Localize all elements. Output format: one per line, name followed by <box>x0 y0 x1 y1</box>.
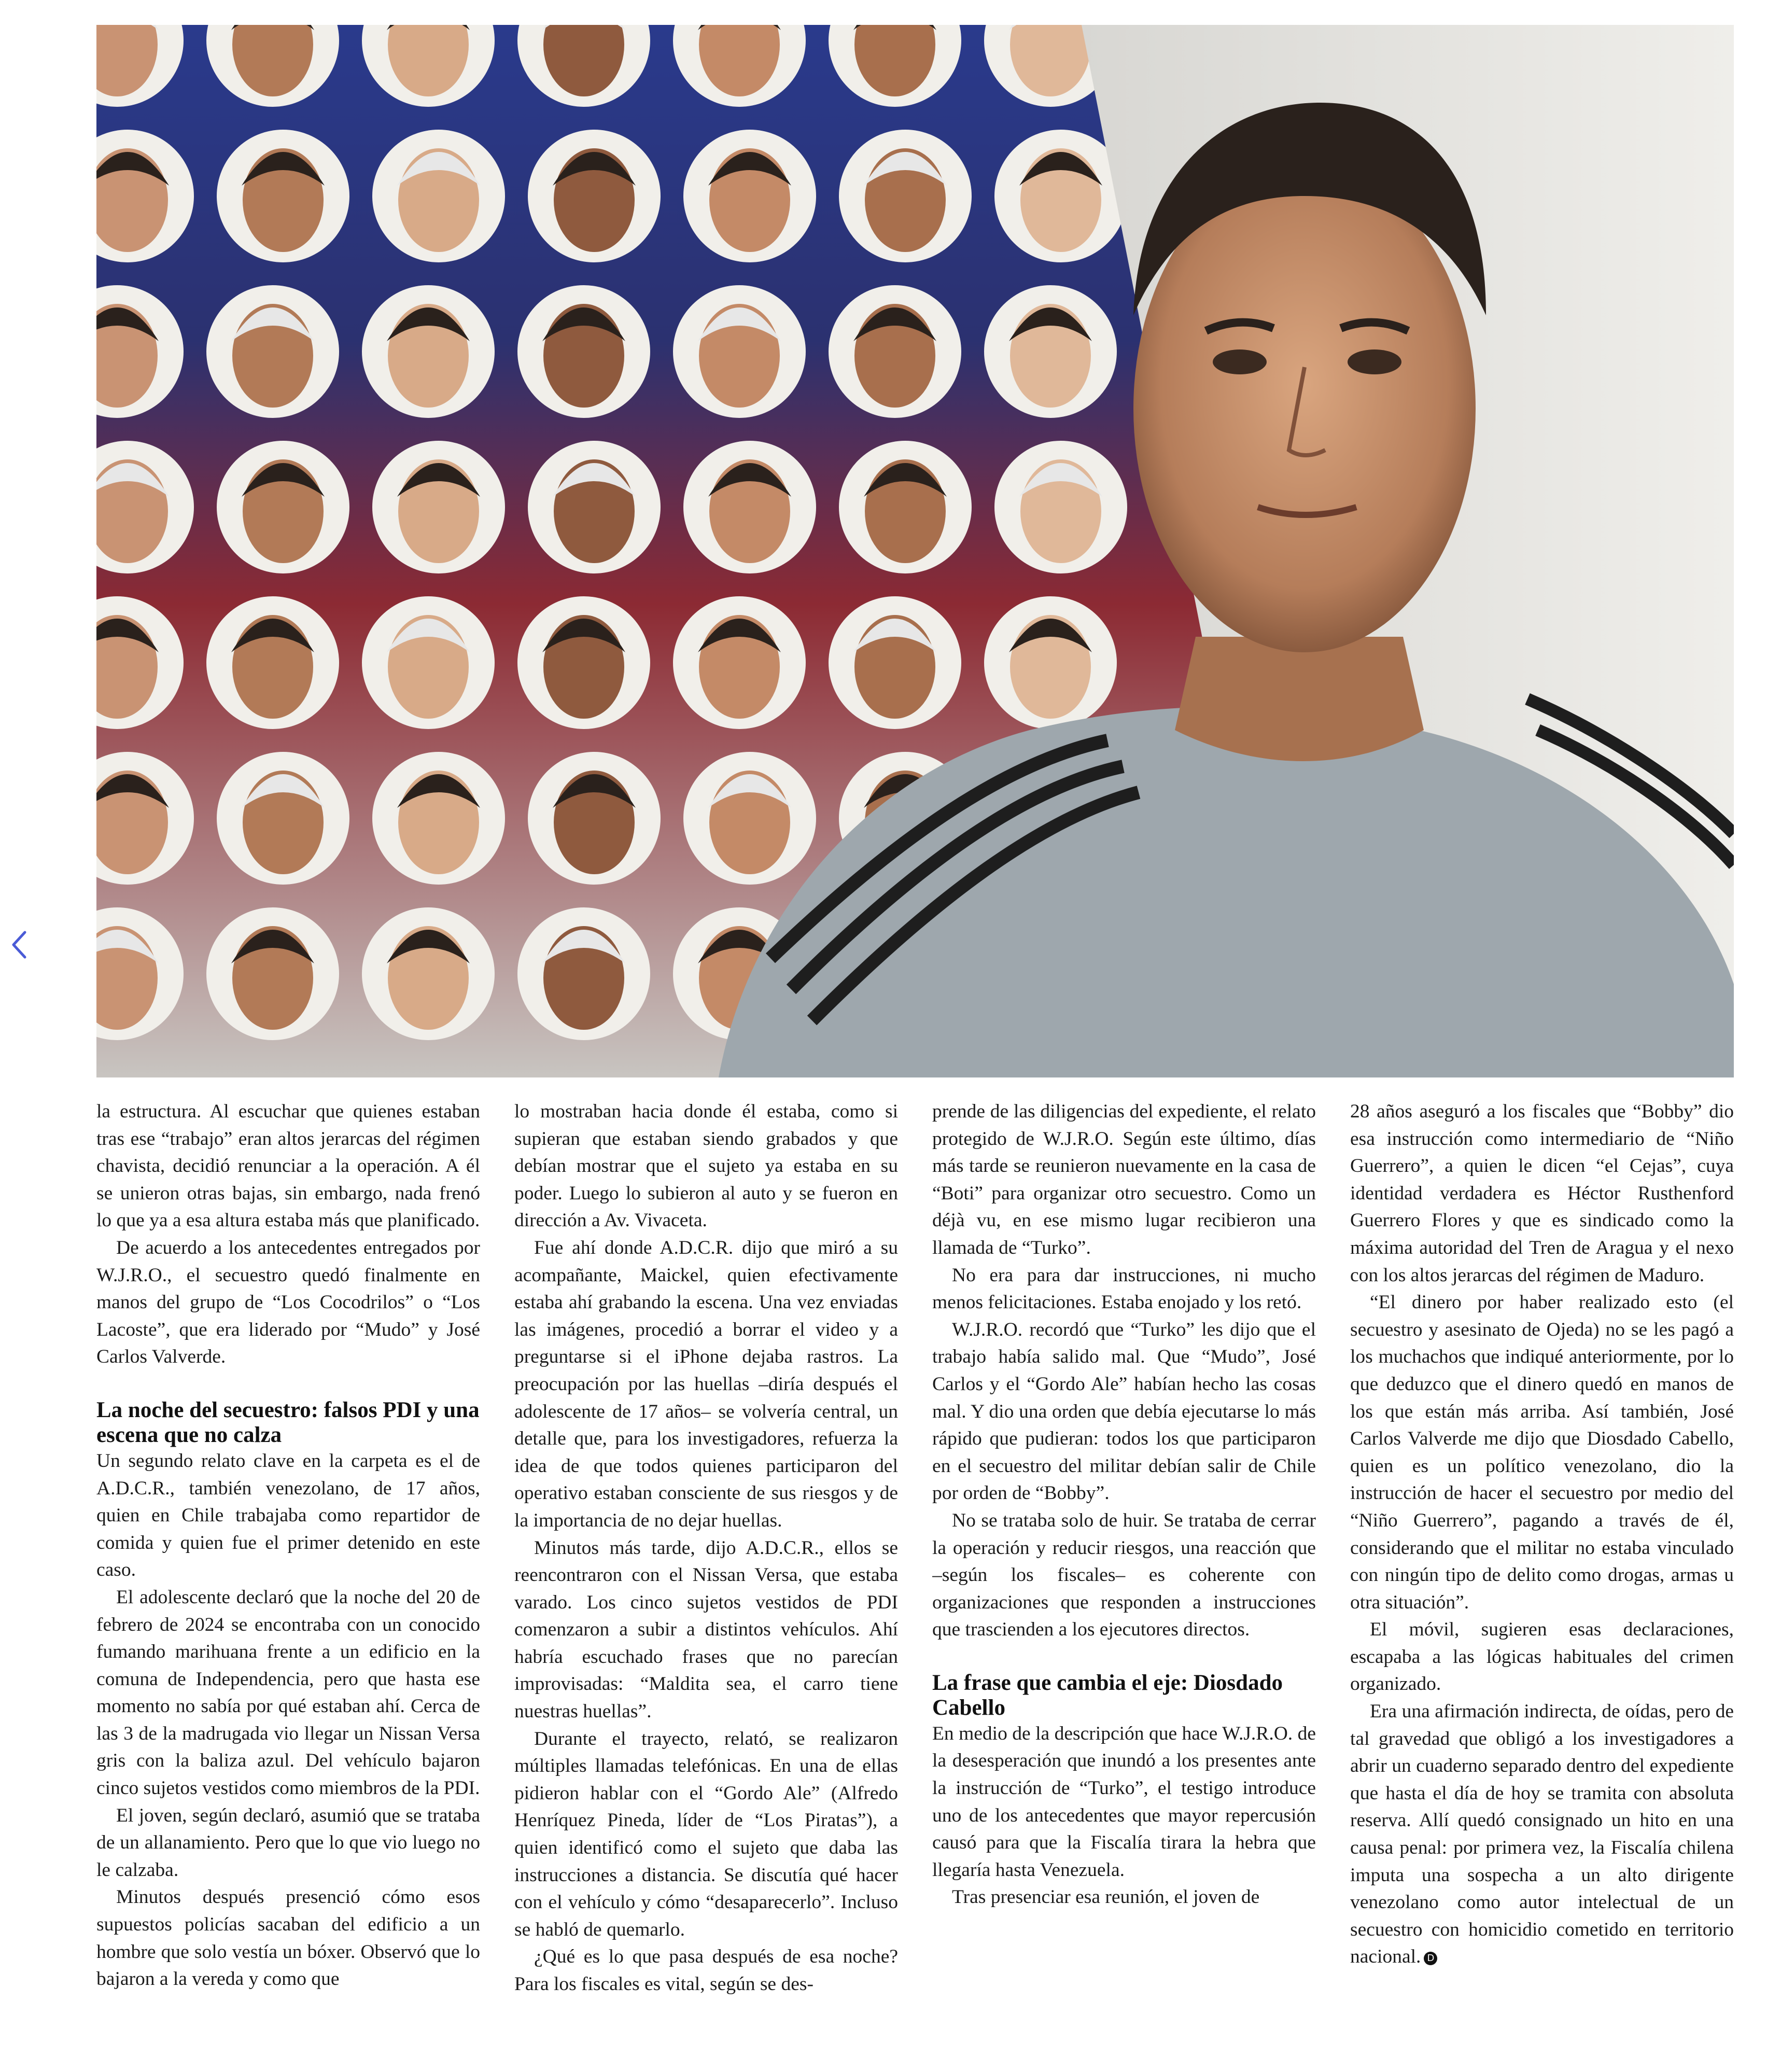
paragraph: Durante el trayecto, relató, se realizaron múltiples llamadas telefónicas. En una de ellas pidieron hablar con el “Gordo Ale” (Alfredo Henríquez Pineda, líder de “Los Piratas”), a quien identificó como el sujeto que daba las instrucciones a distancia. Se discutía qué hacer con el vehículo y cómo “desaparecerlo”. Incluso se habló de quemarlo. <box>514 1728 898 1940</box>
paragraph: Minutos después presenció cómo esos supuestos policías sacaban del edificio a un hombre que solo vestía un bóxer. Observó que lo bajaron a la vereda y como que <box>96 1886 480 1990</box>
paragraph-text: Era una afirmación indirecta, de oídas, pero de tal gravedad que obligó a los investigadores a abrir un cuaderno separado dentro del expediente que hasta el día de hoy se tramita con absoluta reserva. Allí quedó consignado un hito en una causa penal: por primera vez, la Fiscalía chilena imputa una sospecha a un alto dirigente venezolano como autor intelectual de un secuestro con homicidio cometido en territorio nacional. <box>1350 1701 1734 1968</box>
article-photo <box>96 25 1734 1077</box>
paragraph <box>1350 1698 1734 1971</box>
paragraph: lo mostraban hacia donde él estaba, como si supieran que estaban siendo grabados y que debían mostrar que el sujeto ya estaba en su poder. Luego lo subieron al auto y se fueron en dirección a Av. Vivaceta. <box>514 1101 898 1231</box>
section-heading: La noche del secuestro: falsos PDI y una escena que no calza <box>96 1397 480 1447</box>
paragraph: W.J.R.O. recordó que “Turko” les dijo que el trabajo había salido mal. Que “Mudo”, José Carlos y el “Gordo Ale” habían hecho las cosas mal. Y dio una orden que debía ejecutarse lo más rápido que pudieran: todos los que participaron en el secuestro del militar debían salir de Chile por orden de “Bobby”. <box>932 1319 1316 1504</box>
paragraph: No era para dar instrucciones, ni mucho menos felicitaciones. Estaba enojado y los retó. <box>932 1264 1316 1313</box>
paragraph: En medio de la descripción que hace W.J.R.O. de la desesperación que inundó a los presentes ante la instrucción de “Turko”, el testigo introduce uno de los antecedentes que mayor repercusión causó para que la Fiscalía tirara la hebra que llegaría hasta Venezuela. <box>932 1723 1316 1881</box>
article-column-1 <box>96 1098 480 2063</box>
paragraph: El joven, según declaró, asumió que se trataba de un allanamiento. Pero que lo que vio luego no le calzaba. <box>96 1804 480 1881</box>
paragraph: Tras presenciar esa reunión, el joven de <box>952 1886 1260 1908</box>
chevron-left-icon <box>7 928 32 961</box>
paragraph: Un segundo relato clave en la carpeta es el de A.D.C.R., también venezolano, de 17 años, quien en Chile trabajaba como repartidor de comida y quien fue el primer detenido en este caso. <box>96 1450 480 1581</box>
photo-collage-icon <box>96 25 1734 1077</box>
previous-page-button[interactable] <box>7 928 32 961</box>
paragraph: El móvil, sugieren esas declaraciones, escapaba a las lógicas habituales del crimen organizado. <box>1350 1619 1734 1695</box>
article-column-2 <box>514 1098 898 2063</box>
paragraph: 28 años aseguró a los fiscales que “Bobby” dio esa instrucción como intermediario de “Niño Guerrero”, a quien le dicen “el Cejas”, cuya identidad verdadera es Héctor Rusthenford Guerrero Flores y que es sindicado como la máxima autoridad del Tren de Aragua y el nexo con los altos jerarcas del régimen de Maduro. <box>1350 1101 1734 1286</box>
end-of-article-icon: D <box>1424 1952 1437 1965</box>
article-body <box>96 1098 1734 2063</box>
paragraph: prende de las diligencias del expediente, el relato protegido de W.J.R.O. Según este último, días más tarde se reunieron nuevamente en la casa de “Boti” para organizar otro secuestro. Como un déjà vu, en ese mismo lugar recibieron una llamada de “Turko”. <box>932 1101 1316 1258</box>
paragraph: ¿Qué es lo que pasa después de esa noche? Para los fiscales es vital, según se des- <box>514 1946 898 1995</box>
paragraph: Minutos más tarde, dijo A.D.C.R., ellos se reencontraron con el Nissan Versa, que estaba varado. Los cinco sujetos vestidos de PDI comenzaron a subir a distintos vehículos. Ahí habría escuchado frases que no parecían improvisadas: “Maldita sea, el carro tiene nuestras huellas”. <box>514 1537 898 1723</box>
paragraph: No se trataba solo de huir. Se trataba de cerrar la operación y reducir riesgos, una reacción que –según los fiscales– es coherente con organizaciones que responden a instrucciones que trascienden a los ejecutores directos. <box>932 1509 1316 1641</box>
article-column-3 <box>932 1098 1316 2063</box>
paragraph: Fue ahí donde A.D.C.R. dijo que miró a su acompañante, Maickel, quien efectivamente estaba ahí grabando la escena. Una vez enviadas las imágenes, procedió a borrar el video y a preguntarse si el iPhone dejaba rastros. La preocupación por las huellas –diría después el adolescente de 17 años– se volvería central, un detalle que, para los investigadores, refuerza la idea de que todos quienes participaron del operativo estaban consciente de sus riesgos y de la importancia de no dejar huellas. <box>514 1237 898 1531</box>
paragraph: De acuerdo a los antecedentes entregados por W.J.R.O., el secuestro quedó finalmente en manos del grupo de “Los Cocodrilos” o “Los Lacoste”, que era liderado por “Mudo” y José Carlos Valverde. <box>96 1237 480 1368</box>
paragraph: El adolescente declaró que la noche del 20 de febrero de 2024 se encontraba con un conocido fumando marihuana frente a un edificio en la comuna de Independencia, pero que hasta ese momento no sabía por qué estaban ahí. Cerca de las 3 de la madrugada vio llegar un Nissan Versa gris con la baliza azul. Del vehículo bajaron cinco sujetos vestidos como miembros de la PDI. <box>96 1586 480 1799</box>
section-heading: La frase que cambia el eje: Diosdado Cabello <box>932 1670 1283 1720</box>
paragraph: “El dinero por haber realizado esto (el secuestro y asesinato de Ojeda) no se les pagó a los muchachos que indiqué anteriormente, por lo que deduzco que el dinero quedó en manos de los que están más arriba. Así también, José Carlos Valverde me dijo que Diosdado Cabello, quien es un político venezolano, dio la instrucción de hacer el secuestro por medio del “Niño Guerrero”, pagando a través de él, considerando que el militar no estaba vinculado con ningún tipo de delito como drogas, armas u otra situación”. <box>1350 1292 1734 1613</box>
paragraph: la estructura. Al escuchar que quienes estaban tras ese “trabajo” eran altos jerarcas del régimen chavista, decidió renunciar a la operación. A él se unieron otras bajas, sin embargo, nada frenó lo que ya a esa altura estaba más que planificado. <box>96 1101 480 1231</box>
article-column-4 <box>1350 1098 1734 2063</box>
